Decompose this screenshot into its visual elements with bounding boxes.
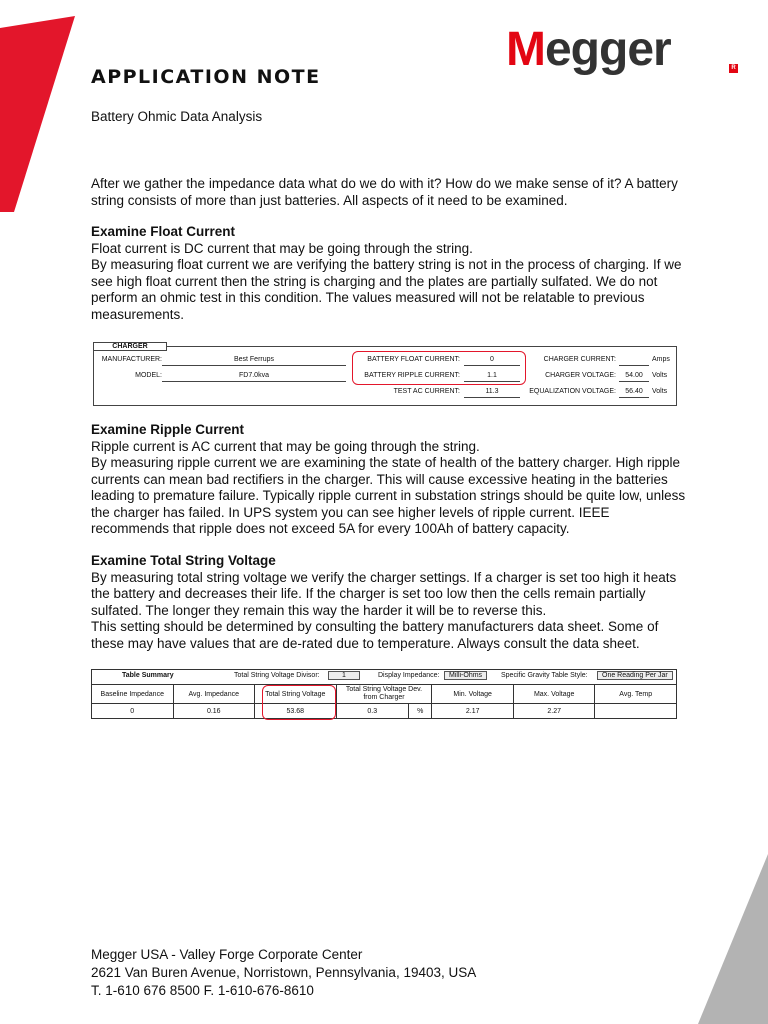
ripple-current-field: 1.1 xyxy=(464,372,520,382)
cell-avg-temp xyxy=(595,704,677,719)
col-min-voltage: Min. Voltage xyxy=(432,685,514,704)
cell-max-voltage: 2.27 xyxy=(513,704,595,719)
red-corner-wedge xyxy=(0,0,90,215)
megger-logo xyxy=(506,23,671,76)
equalization-voltage-unit: Volts xyxy=(652,388,668,395)
equalization-voltage-field: 56.40 xyxy=(619,388,649,398)
intro-text: After we gather the impedance data what do we do with it? How do we make sense of it? A battery string consists of more than just batteries. All aspects of it need to be examined. xyxy=(91,176,678,208)
logo-initial: M xyxy=(506,23,545,76)
cell-deviation-unit: % xyxy=(409,704,432,719)
test-ac-current-field: 11.3 xyxy=(464,388,520,398)
model-field: FD7.0kva xyxy=(162,372,346,382)
footer-address xyxy=(91,946,476,1000)
display-impedance-label: Display Impedance: xyxy=(378,672,440,679)
manufacturer-label: MANUFACTURER: xyxy=(101,356,162,363)
ripple-current-label: BATTERY RIPPLE CURRENT: xyxy=(364,372,460,379)
footer-line-1: Megger USA - Valley Forge Corporate Center xyxy=(91,947,363,962)
divisor-label: Total String Voltage Divisor: xyxy=(234,672,320,679)
cell-baseline-impedance: 0 xyxy=(92,704,174,719)
charger-current-label: CHARGER CURRENT: xyxy=(543,356,616,363)
col-voltage-deviation: Total String Voltage Dev. from Charger xyxy=(336,685,432,704)
charger-voltage-field: 54.00 xyxy=(619,372,649,382)
summary-column-headers xyxy=(92,685,677,704)
divisor-button[interactable]: 1 xyxy=(328,671,360,680)
registered-mark-icon: R xyxy=(729,64,738,73)
display-impedance-button[interactable]: Milli-Ohms xyxy=(444,671,487,680)
ripple-current-p1: Ripple current is AC current that may be going through the string. xyxy=(91,438,480,454)
equalization-voltage-label: EQUALIZATION VOLTAGE: xyxy=(529,388,616,395)
charger-current-unit: Amps xyxy=(652,356,670,363)
float-ripple-highlight xyxy=(352,351,526,385)
col-total-string-voltage: Total String Voltage xyxy=(255,685,337,704)
manufacturer-field: Best Ferrups xyxy=(162,356,346,366)
float-current-p1: Float current is DC current that may be going through the string. xyxy=(91,240,473,256)
application-note-heading: APPLICATION NOTE xyxy=(91,66,321,88)
total-voltage-highlight xyxy=(262,685,336,720)
ripple-current-p2: By measuring ripple current we are examining the state of health of the battery charger. High ripple currents can mean bad rectifiers in the charger. This will cause excessive heating in the batteries leading to premature failure. Typically ripple current in substation strings should be quite low, unless the charger has failed. In UPS system you can see higher levels of ripple current. IEEE recommends that ripple does not exceed 5A for every 100Ah of battery capacity. xyxy=(91,455,686,536)
col-avg-impedance: Avg. Impedance xyxy=(173,685,255,704)
col-baseline-impedance: Baseline Impedance xyxy=(92,685,174,704)
test-ac-current-label: TEST AC CURRENT: xyxy=(393,388,460,395)
string-voltage-p2: This setting should be determined by consulting the battery manufacturers data sheet. Some of these may have values that are de-rated due to temperature. Always consult the data sheet. xyxy=(91,619,659,651)
cell-avg-impedance: 0.16 xyxy=(173,704,255,719)
intro-paragraph xyxy=(91,176,691,209)
float-current-label: BATTERY FLOAT CURRENT: xyxy=(367,356,460,363)
table-summary-header xyxy=(91,669,677,684)
summary-table xyxy=(91,684,677,719)
col-max-voltage: Max. Voltage xyxy=(513,685,595,704)
cell-voltage-deviation: 0.3 xyxy=(336,704,409,719)
grey-corner-wedge xyxy=(698,854,768,1024)
charger-voltage-unit: Volts xyxy=(652,372,668,379)
string-voltage-p1: By measuring total string voltage we verify the charger settings. If a charger is set too high it heats the battery and decreases their life. If the charger is set too low then the cells remain partially sulfated. The longer they remain this way the harder it will be to reverse this. xyxy=(91,569,677,618)
table-row xyxy=(92,704,677,719)
ripple-current-section xyxy=(91,422,691,538)
float-current-p2: By measuring float current we are verifying the battery string is not in the process of charging. If we see high float current then the string is charging and the plates are partially sulfated. We do not perform an ohmic test in this condition. The values measured will not be relatable to previous measurements. xyxy=(91,257,682,322)
logo-rest: egger xyxy=(544,23,671,76)
cell-min-voltage: 2.17 xyxy=(432,704,514,719)
footer-line-2: 2621 Van Buren Avenue, Norristown, Pennsylvania, 19403, USA xyxy=(91,965,477,980)
document-subtitle: Battery Ohmic Data Analysis xyxy=(91,109,263,124)
charger-current-field xyxy=(619,356,649,366)
charger-voltage-label: CHARGER VOLTAGE: xyxy=(545,372,616,379)
string-voltage-section xyxy=(91,553,691,652)
ripple-current-title: Examine Ripple Current xyxy=(91,422,245,437)
float-current-section xyxy=(91,224,691,323)
footer-line-3: T. 1-610 676 8500 F. 1-610-676-8610 xyxy=(91,983,314,998)
charger-tag: CHARGER xyxy=(93,342,167,351)
table-summary-title: Table Summary xyxy=(122,672,174,679)
gravity-style-button[interactable]: One Reading Per Jar xyxy=(597,671,673,680)
cell-total-string-voltage: 53.68 xyxy=(255,704,337,719)
float-current-field: 0 xyxy=(464,356,520,366)
col-avg-temp: Avg. Temp xyxy=(595,685,677,704)
string-voltage-title: Examine Total String Voltage xyxy=(91,553,276,568)
model-label: MODEL: xyxy=(135,372,162,379)
float-current-title: Examine Float Current xyxy=(91,224,236,239)
table-summary xyxy=(91,669,677,719)
charger-form xyxy=(93,343,677,406)
gravity-style-label: Specific Gravity Table Style: xyxy=(501,672,588,679)
